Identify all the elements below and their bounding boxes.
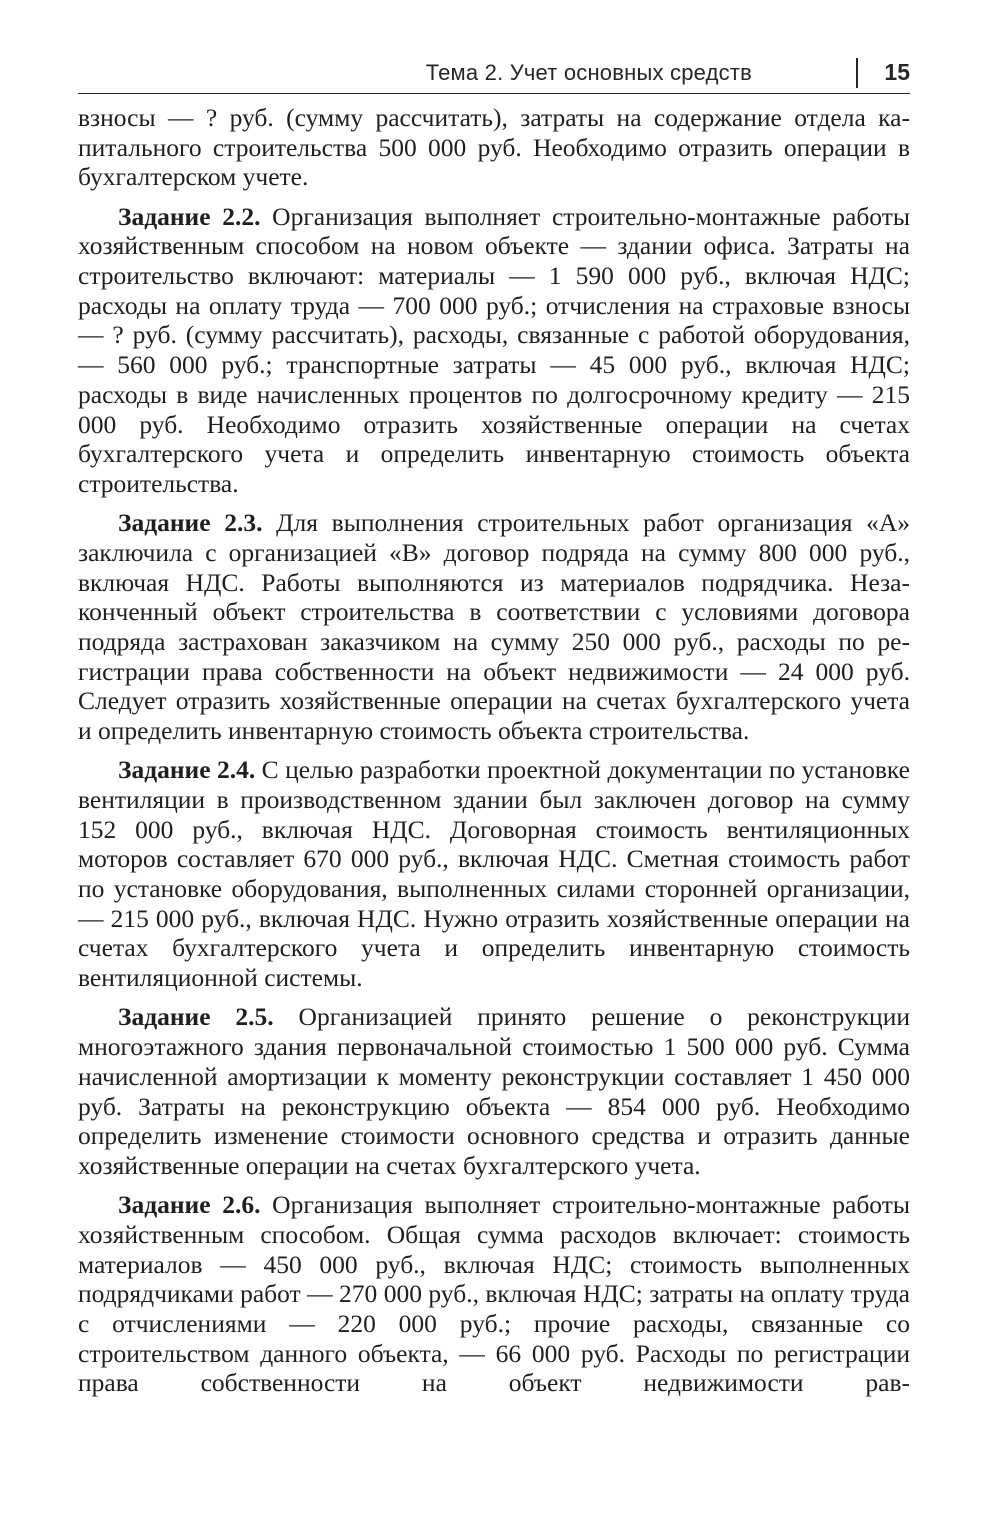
paragraph-text: Для выполнения строительных работ организация «А» заключила с организацией «В» договор подряда на сумму 800 000 руб., включая НДС. Работы выполняются из материалов подрядчика. Незаконченный объект строительства в соответствии с условиями договора подряда застрахован заказчиком на сумму 250 000 руб., расходы по регистрации права собственности на объект недвижимости — 24 000 руб. Следует отразить хозяйственные операции на счетах бухгалтерского учета и определить инвентарную стоимость объекта строительства.: [78, 508, 911, 746]
paragraph-text: Организация выполняет строительно-монтажные работы хозяйственным способом на новом объекте — здании офиса. Затраты на строительство включают: материалы — 1 590 000 руб., включая НДС; расходы на оплату труда — 700 000 руб.; отчисления на страховые взносы — ? руб. (сумму рассчитать), расходы, связанные с работой оборудования, — 560 000 руб.; транспортные затраты — 45 000 руб., включая НДС; расходы в виде начисленных процентов по долгосрочному кредиту — 215 000 руб. Необходимо отразить хозяйственные операции на счетах бухгалтерского учета и определить инвентарную стоимость объекта строительства.: [78, 201, 910, 498]
page-number: 15: [884, 59, 910, 85]
task-label: Задание 2.6.: [118, 1190, 261, 1220]
task-2-2-paragraph: [78, 202, 910, 499]
paragraph-text: Организация выполняет строительно-монтажные работы хозяйственным способом. Общая сумма расходов включает: стоимость материалов — 450 000 руб., включая НДС; стоимость выполненных подрядчиками работ — 270 000 руб., включая НДС; затраты на оплату труда с отчислениями — 220 000 руб.; прочие расходы, связанные со строительством данного объекта, — 66 000 руб. Расходы по регистрации права собственности на объект недвижимости рав-: [78, 1190, 910, 1398]
paragraph-text: С целью разработки проектной документации по установке вентиляции в производственном здании был заключен договор на сумму 152 000 руб., включая НДС. Договорная стоимость вентиляционных моторов составляет 670 000 руб., включая НДС. Сметная стоимость работ по установке оборудования, выполненных силами сторонней организации, — 215 000 руб., включая НДС. Нужно отразить хозяйственные операции на счетах бухгалтерского учета и определить инвентарную стоимость вентиляционной системы.: [78, 755, 911, 993]
chapter-title: Тема 2. Учет основных средств: [425, 60, 752, 85]
task-label: Задание 2.5.: [118, 1002, 274, 1032]
task-label: Задание 2.3.: [118, 508, 263, 538]
task-2-3-paragraph: [78, 508, 910, 746]
header-rule: [78, 93, 910, 94]
paragraph-text: Организацией принято решение о реконструкции многоэтажного здания первоначальной стоимостью 1 500 000 руб. Сумма начисленной амортизации к моменту реконструкции составляет 1 450 000 руб. Затраты на реконструкцию объекта — 854 000 руб. Необходимо определить изменение стоимости основного средства и отразить данные хозяйственные операции на счетах бухгалтерского учета.: [78, 1002, 910, 1180]
running-header: [78, 56, 910, 92]
paragraph-continuation: [78, 103, 910, 192]
task-2-5-paragraph: [78, 1002, 910, 1180]
paragraph-text: взносы — ? руб. (сумму рассчитать), затраты на содержание отдела капитального строительства 500 000 руб. Необходимо отразить операции в бухгалтерском учете.: [78, 103, 910, 192]
task-2-4-paragraph: [78, 755, 910, 993]
task-label: Задание 2.2.: [118, 201, 261, 231]
task-label: Задание 2.4.: [118, 755, 256, 785]
header-separator: [856, 58, 858, 88]
task-2-6-paragraph: [78, 1190, 910, 1398]
body-text: [78, 103, 910, 1408]
